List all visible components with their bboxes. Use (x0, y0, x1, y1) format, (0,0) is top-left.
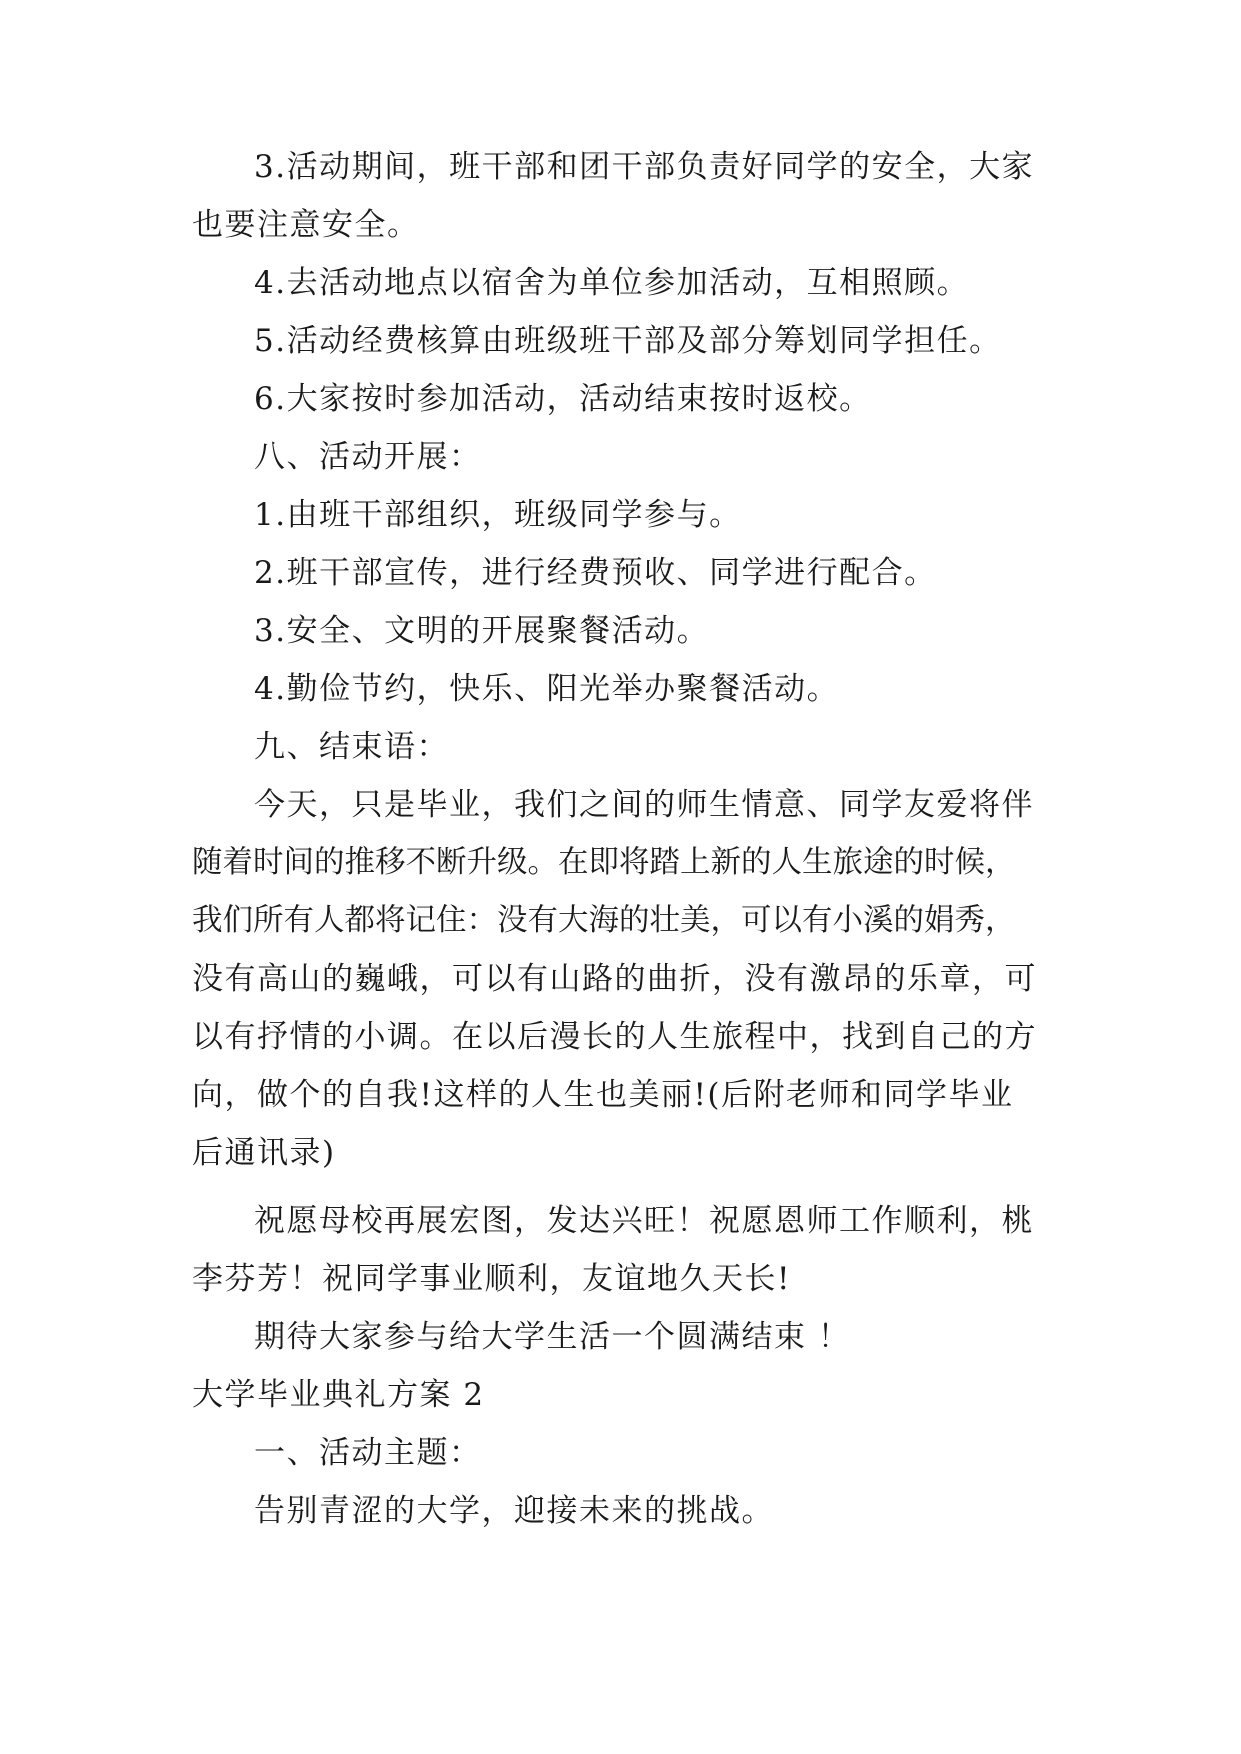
paragraph-line: 没有高山的巍峨，可以有山路的曲折，没有激昂的乐章，可 (192, 961, 1037, 997)
paragraph-line: 3.安全、文明的开展聚餐活动。 (254, 613, 710, 649)
section-heading: 九、结束语： (254, 729, 449, 765)
paragraph-line: 以有抒情的小调。在以后漫长的人生旅程中，找到自己的方 (192, 1019, 1037, 1055)
paragraph-line: 告别青涩的大学，迎接未来的挑战。 (254, 1493, 774, 1529)
document-title: 大学毕业典礼方案 2 (192, 1377, 485, 1413)
paragraph-line: 2.班干部宣传，进行经费预收、同学进行配合。 (254, 555, 937, 591)
section-heading: 一、活动主题： (254, 1435, 482, 1471)
section-heading: 八、活动开展： (254, 439, 482, 475)
paragraph-line: 向，做个的自我!这样的人生也美丽!(后附老师和同学毕业 (192, 1077, 1014, 1113)
paragraph-line: 李芬芳！祝同学事业顺利，友谊地久天长! (192, 1261, 791, 1297)
paragraph-line: 4.勤俭节约，快乐、阳光举办聚餐活动。 (254, 671, 840, 707)
paragraph-line: 我们所有人都将记住：没有大海的壮美，可以有小溪的娟秀， (192, 903, 1016, 938)
paragraph-line: 今天，只是毕业，我们之间的师生情意、同学友爱将伴 (254, 787, 1034, 823)
paragraph-line: 期待大家参与给大学生活一个圆满结束 ！ (254, 1319, 851, 1355)
paragraph-line: 也要注意安全。 (192, 207, 420, 243)
paragraph-line: 3.活动期间，班干部和团干部负责好同学的安全，大家 (254, 149, 1035, 185)
paragraph-line: 5.活动经费核算由班级班干部及部分筹划同学担任。 (254, 323, 1002, 359)
paragraph-line: 4.去活动地点以宿舍为单位参加活动，互相照顾。 (254, 265, 970, 301)
paragraph-line: 祝愿母校再展宏图，发达兴旺！祝愿恩师工作顺利，桃 (254, 1203, 1034, 1239)
paragraph-line: 后通讯录) (192, 1135, 336, 1171)
paragraph-line: 1.由班干部组织，班级同学参与。 (254, 497, 742, 533)
paragraph-line: 6.大家按时参加活动，活动结束按时返校。 (254, 381, 872, 417)
paragraph-line: 随着时间的推移不断升级。在即将踏上新的人生旅途的时候， (192, 845, 1016, 880)
